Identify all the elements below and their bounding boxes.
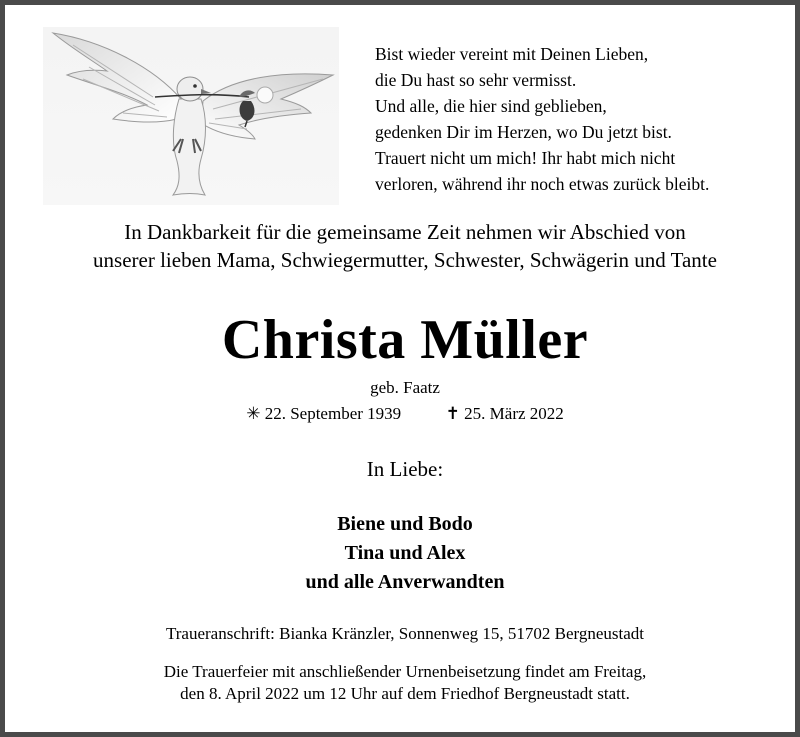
poem-line: Trauert nicht um mich! Ihr habt mich nicht bbox=[375, 148, 676, 168]
service-line: Die Trauerfeier mit anschließender Urnenbeisetzung findet am Freitag, bbox=[163, 662, 647, 681]
poem-line: verloren, während ihr noch etwas zurück bleibt. bbox=[375, 174, 710, 194]
birth-name: geb. Faatz bbox=[370, 378, 440, 397]
in-love-heading: In Liebe: bbox=[366, 457, 444, 481]
memorial-poem bbox=[375, 41, 775, 197]
death-date: 25. März 2022 bbox=[464, 404, 564, 423]
intro-line: unserer lieben Mama, Schwiegermutter, Schwester, Schwägerin und Tante bbox=[93, 248, 717, 272]
white-dove-with-rose-icon bbox=[43, 27, 339, 205]
poem-line: Bist wieder vereint mit Deinen Lieben, bbox=[375, 44, 649, 64]
mourner-line: Biene und Bodo bbox=[337, 513, 473, 535]
dove-with-rose-image bbox=[43, 27, 339, 205]
farewell-intro bbox=[5, 218, 800, 274]
death-cross-icon: ✝ bbox=[445, 404, 460, 423]
poem-line: die Du hast so sehr vermisst. bbox=[375, 70, 577, 90]
mourner-line: und alle Anverwandten bbox=[305, 571, 505, 593]
mourners-list bbox=[5, 510, 800, 597]
birth-star-icon: ✳ bbox=[246, 404, 261, 423]
mourning-address: Traueranschrift: Bianka Kränzler, Sonnenweg 15, 51702 Bergneustadt bbox=[165, 624, 645, 643]
deceased-name: Christa Müller bbox=[221, 309, 589, 371]
mourner-line: Tina und Alex bbox=[344, 542, 466, 564]
poem-line: Und alle, die hier sind geblieben, bbox=[375, 96, 607, 116]
life-dates bbox=[5, 402, 800, 426]
poem-line: gedenken Dir im Herzen, wo Du jetzt bist. bbox=[375, 122, 672, 142]
service-line: den 8. April 2022 um 12 Uhr auf dem Friedhof Bergneustadt statt. bbox=[180, 684, 630, 703]
birth-date: 22. September 1939 bbox=[264, 404, 402, 423]
intro-line: In Dankbarkeit für die gemeinsame Zeit nehmen wir Abschied von bbox=[124, 220, 686, 244]
funeral-service-info bbox=[5, 661, 800, 705]
